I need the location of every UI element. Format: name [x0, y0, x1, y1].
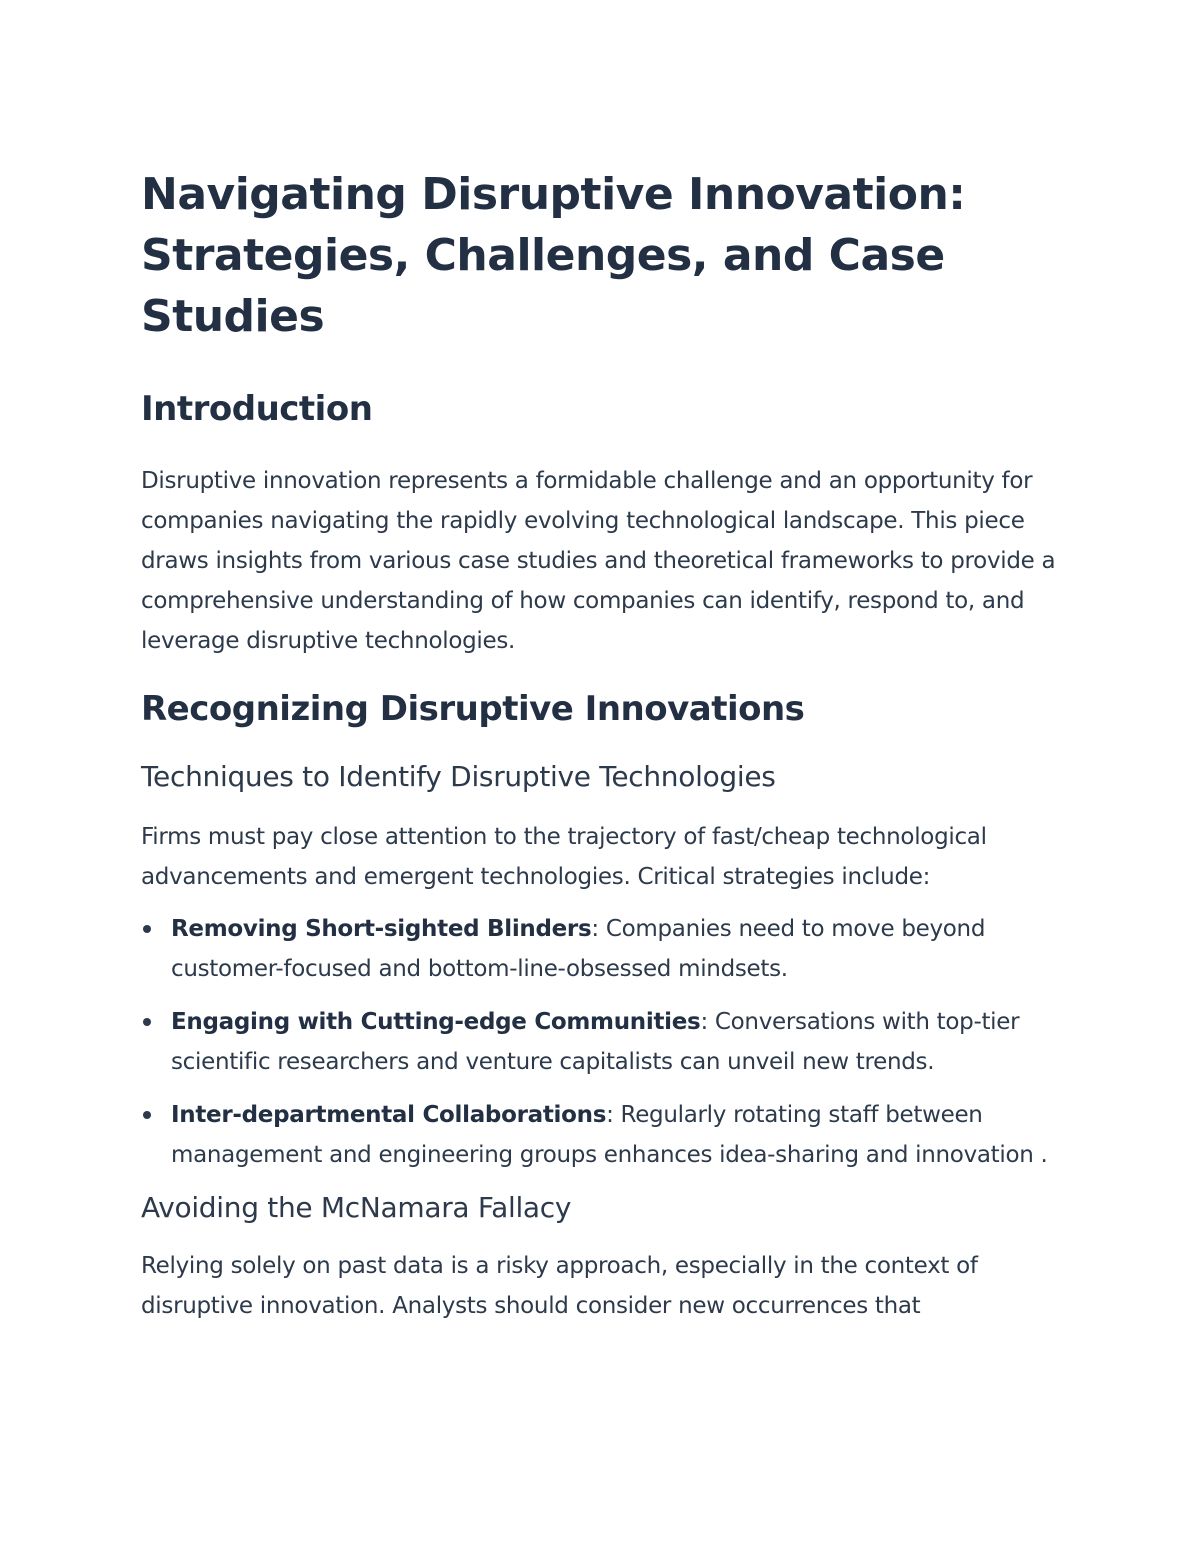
list-item-term: Inter-departmental Collaborations [171, 1102, 607, 1128]
introduction-paragraph: Disruptive innovation represents a formidable challenge and an opportunity for companies navigating the rapidly evolving technological landscape. This piece draws insights from various case studies and theoretical frameworks to provide a comprehensive understanding of how companies can identify, respond to, and leverage disruptive technologies. [141, 468, 1056, 654]
document-title: Navigating Disruptive Innovation: Strategies, Challenges, and Case Studies [141, 169, 966, 342]
list-item-term: Engaging with Cutting-edge Communities [171, 1009, 701, 1035]
list-item-text: : Regularly rotating staff between management and engineering groups enhances idea-sharing and innovation . [171, 1102, 1048, 1168]
recognizing-heading: Recognizing Disruptive Innovations [141, 689, 805, 729]
mcnamara-heading: Avoiding the McNamara Fallacy [141, 1191, 572, 1224]
list-item-text: : Companies need to move beyond customer-focused and bottom-line-obsessed mindsets. [171, 916, 986, 982]
techniques-paragraph: Firms must pay close attention to the trajectory of fast/cheap technological advancements and emergent technologies. Critical strategies include: [141, 824, 987, 890]
strategies-list [141, 909, 1060, 1175]
list-item-term: Removing Short-sighted Blinders [171, 916, 592, 942]
introduction-heading: Introduction [141, 389, 373, 429]
bullet-icon [143, 1018, 151, 1026]
list-item-text: : Conversations with top-tier scientific researchers and venture capitalists can unveil new trends. [171, 1009, 1020, 1075]
bullet-icon [143, 925, 151, 933]
mcnamara-paragraph: Relying solely on past data is a risky approach, especially in the context of disruptive innovation. Analysts should consider new occurrences that [141, 1253, 978, 1319]
bullet-icon [143, 1111, 151, 1119]
list-item [141, 1095, 1060, 1175]
techniques-heading: Techniques to Identify Disruptive Technologies [141, 760, 776, 793]
list-item [141, 1002, 1060, 1082]
list-item [141, 909, 1060, 989]
